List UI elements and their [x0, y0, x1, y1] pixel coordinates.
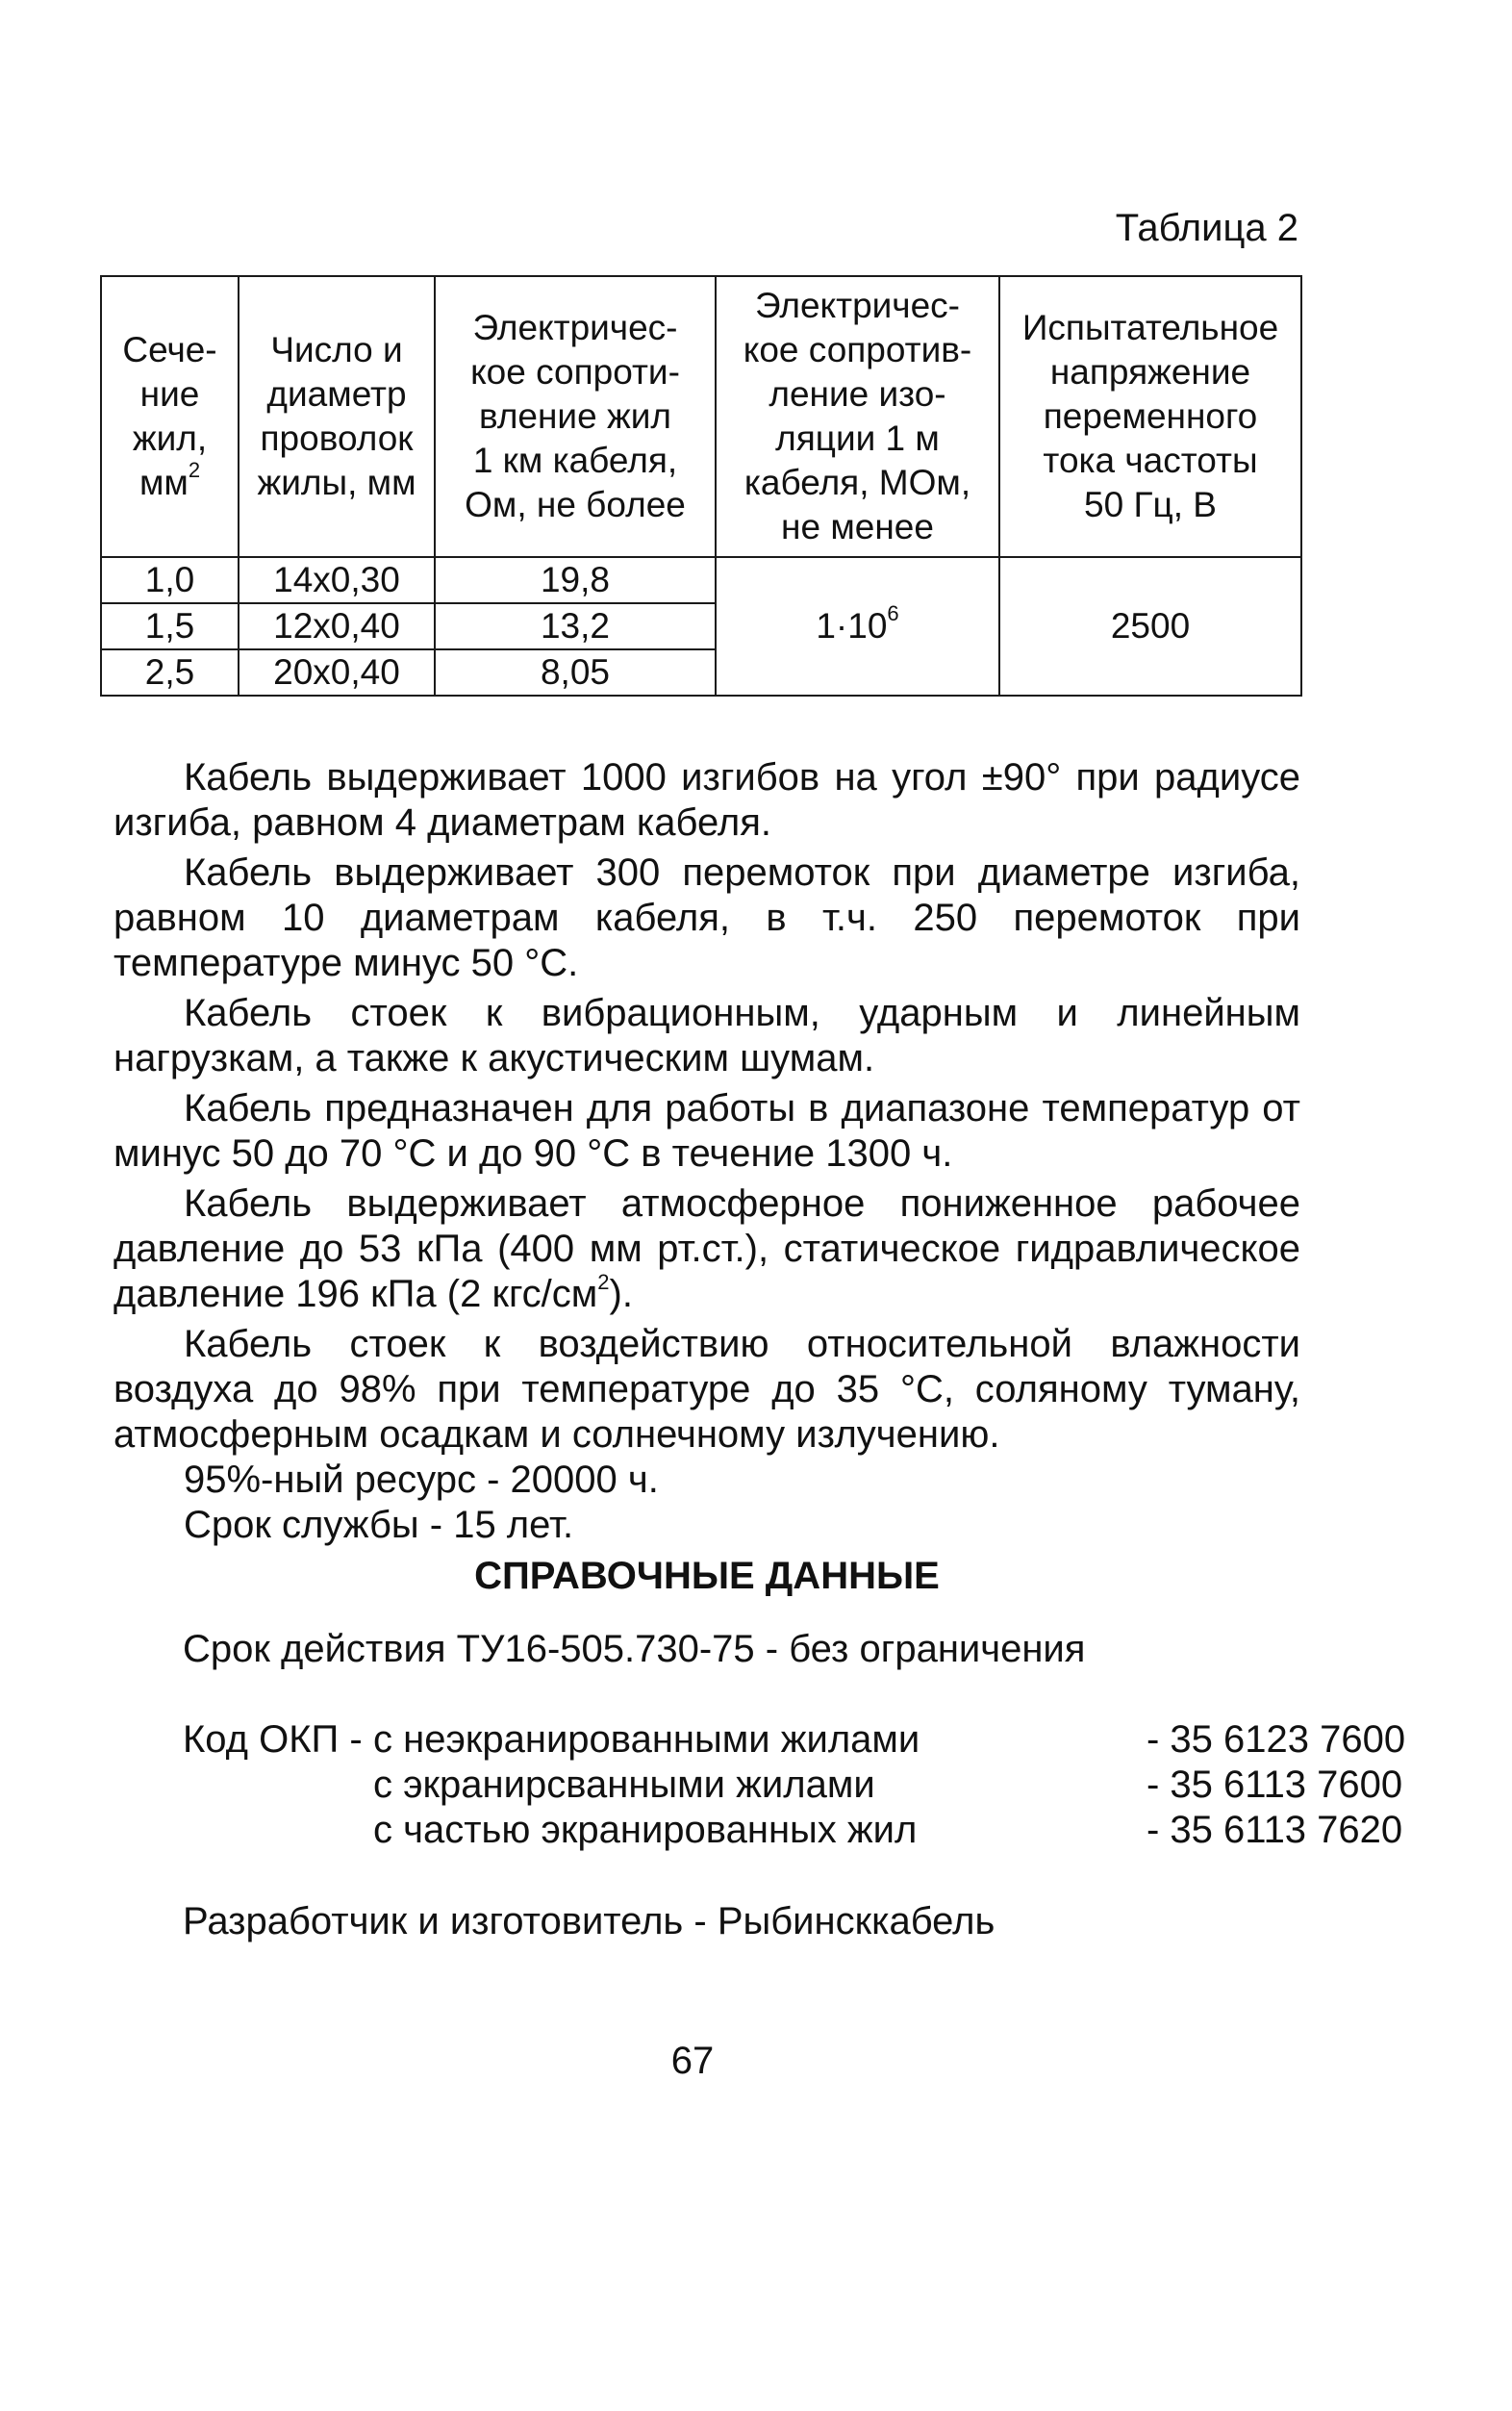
okp-codes — [183, 1717, 1405, 1853]
cell-resistance: 13,2 — [435, 603, 716, 649]
pressure-exponent: 2 — [597, 1270, 610, 1294]
developer-line: Разработчик и изготовитель - Рыбинсккабель — [183, 1900, 995, 1942]
paragraph-rewinding: Кабель выдерживает 300 перемоток при диаметре изгиба, равном 10 диаметрам кабеля, в т.ч. 250 перемоток при температуре минус 50 °С. — [113, 851, 1300, 984]
header-resistance — [435, 276, 716, 557]
okp-code: - 35 6113 7620 — [1147, 1809, 1403, 1851]
header-section — [101, 276, 239, 557]
okp-desc: с неэкранированными жилами — [373, 1718, 920, 1761]
cell-section: 1,5 — [101, 603, 239, 649]
insulation-exponent: 6 — [887, 601, 899, 625]
body-text — [113, 755, 1300, 1548]
cell-section: 2,5 — [101, 649, 239, 696]
cell-resistance: 8,05 — [435, 649, 716, 696]
table-row — [101, 557, 1301, 603]
header-resistance-text: Электричес- кое сопроти- вление жил 1 км кабеля, Ом, не более — [465, 308, 686, 524]
header-test-voltage-text: Испытательное напряжение переменного тока частоты 50 Гц, В — [1021, 308, 1279, 524]
okp-label: Код ОКП - — [183, 1718, 373, 1761]
table-header-row — [101, 276, 1301, 557]
okp-desc: с экранирсванными жилами — [373, 1764, 875, 1806]
paragraph-pressure — [113, 1181, 1300, 1317]
cell-wires: 14х0,30 — [239, 557, 435, 603]
okp-row — [183, 1717, 1405, 1763]
paragraph-humidity: Кабель стоек к воздействию относительной влажности воздуха до 98% при температуре до 35 °С, соляному туману, атмосферным осадкам и солнечному излучению. — [113, 1323, 1300, 1456]
paragraph-service-life: Срок службы - 15 лет. — [184, 1504, 574, 1546]
header-insulation-text: Электричес- кое сопротив- ление изо- ляции 1 м кабеля, МОм, не менее — [743, 286, 972, 546]
cell-test-voltage: 2500 — [999, 557, 1301, 696]
validity-line: Срок действия ТУ16-505.730-75 - без ограничения — [183, 1628, 1086, 1670]
page-number: 67 — [670, 2040, 715, 2082]
header-section-text: Сече- ние жил, мм — [122, 330, 217, 502]
reference-title: СПРАВОЧНЫЕ ДАННЫЕ — [474, 1555, 940, 1597]
pressure-text-end: ). — [609, 1273, 633, 1315]
paragraph-resource: 95%-ный ресурс - 20000 ч. — [184, 1459, 659, 1501]
cell-wires: 12х0,40 — [239, 603, 435, 649]
header-wires — [239, 276, 435, 557]
header-test-voltage — [999, 276, 1301, 557]
insulation-base: 1·10 — [816, 606, 888, 646]
okp-desc: с частью экранированных жил — [373, 1809, 918, 1851]
cell-section: 1,0 — [101, 557, 239, 603]
okp-code: - 35 6113 7600 — [1147, 1764, 1403, 1806]
header-unit-exponent: 2 — [188, 458, 201, 482]
cell-resistance: 19,8 — [435, 557, 716, 603]
okp-row — [183, 1763, 1405, 1808]
pressure-text: Кабель выдерживает атмосферное пониженное рабочее давление до 53 кПа (400 мм рт.ст.), статическое гидравлическое давление 196 кПа (2 кгс/см — [113, 1182, 1300, 1315]
cable-spec-table — [100, 275, 1302, 697]
paragraph-bending: Кабель выдерживает 1000 изгибов на угол ±90° при радиусе изгиба, равном 4 диаметрам кабеля. — [113, 756, 1300, 844]
cell-insulation — [716, 557, 999, 696]
cell-wires: 20х0,40 — [239, 649, 435, 696]
okp-row — [183, 1808, 1405, 1853]
okp-label-spacer — [183, 1808, 373, 1853]
okp-label-spacer — [183, 1763, 373, 1808]
okp-code: - 35 6123 7600 — [1147, 1718, 1406, 1761]
paragraph-temperature: Кабель предназначен для работы в диапазоне температур от минус 50 до 70 °С и до 90 °С в течение 1300 ч. — [113, 1087, 1300, 1175]
header-wires-text: Число и диаметр проволок жилы, мм — [257, 330, 416, 502]
header-insulation — [716, 276, 999, 557]
table-caption: Таблица 2 — [1115, 207, 1298, 249]
paragraph-vibration: Кабель стоек к вибрационным, ударным и линейным нагрузкам, а также к акустическим шумам. — [113, 992, 1300, 1079]
